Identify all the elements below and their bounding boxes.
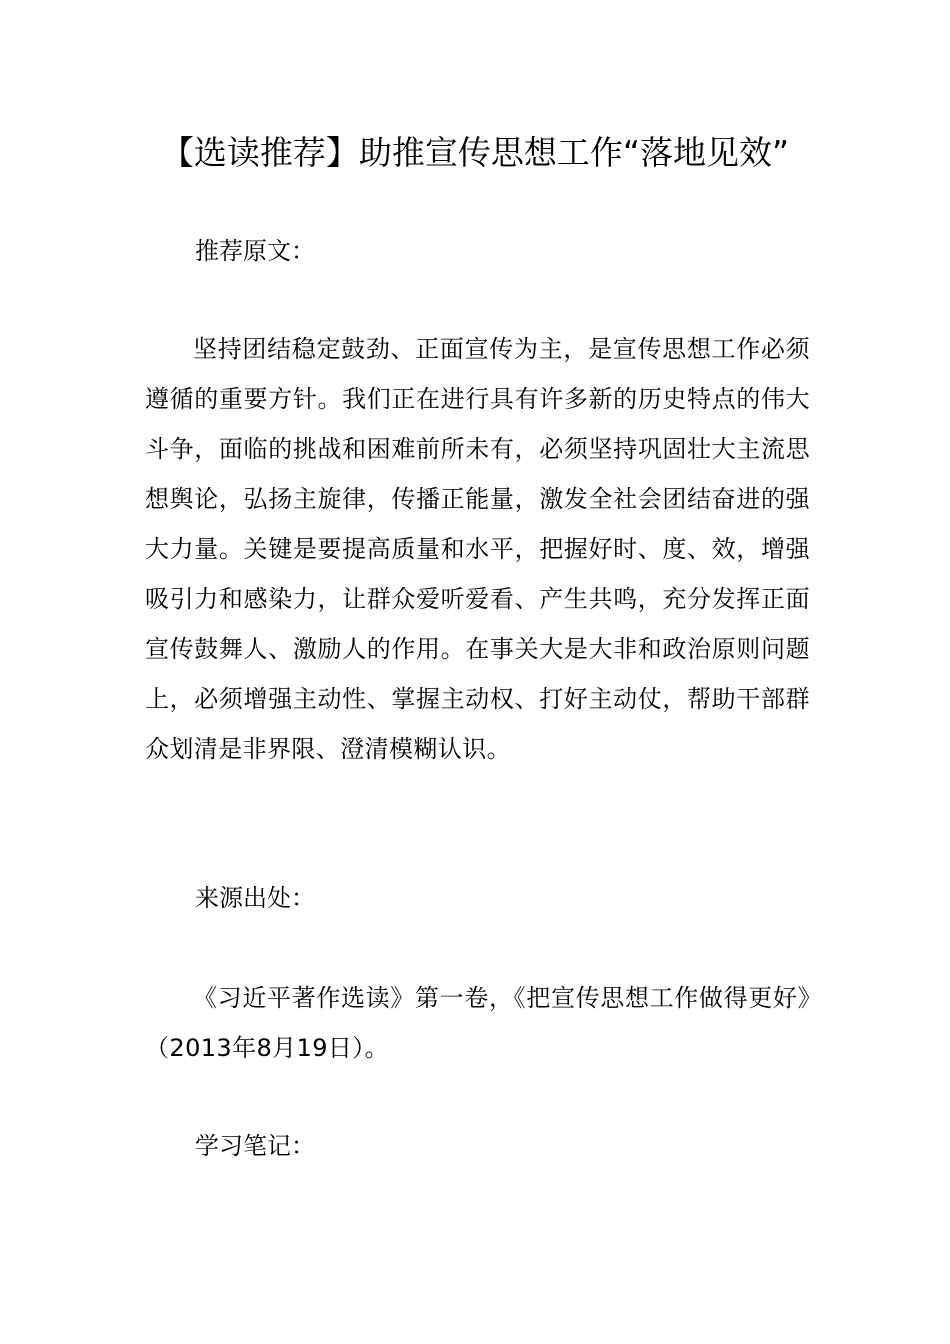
- original-text-heading: 推荐原文：: [195, 237, 315, 265]
- source-paragraph: 《习近平著作选读》第一卷，《把宣传思想工作做得更好》（2013年8月19日）。: [145, 984, 810, 1062]
- original-text-paragraph: 坚持团结稳定鼓劲、正面宣传为主，是宣传思想工作必须遵循的重要方针。我们正在进行具有许多新的历史特点的伟大斗争，面临的挑战和困难前所未有，必须坚持巩固壮大主流思想舆论，弘扬主旋律，传播正能量，激发全社会团结奋进的强大力量。关键是要提高质量和水平，把握好时、度、效，增强吸引力和感染力，让群众爱听爱看、产生共鸣，充分发挥正面宣传鼓舞人、激励人的作用。在事关大是大非和政治原则问题上，必须增强主动性、掌握主动权、打好主动仗，帮助干部群众划清是非界限、澄清模糊认识。: [145, 335, 810, 763]
- study-notes-heading: 学习笔记：: [195, 1132, 315, 1160]
- source-heading: 来源出处：: [195, 884, 315, 912]
- document-title: 【选读推荐】助推宣传思想工作“落地见效”: [160, 133, 790, 172]
